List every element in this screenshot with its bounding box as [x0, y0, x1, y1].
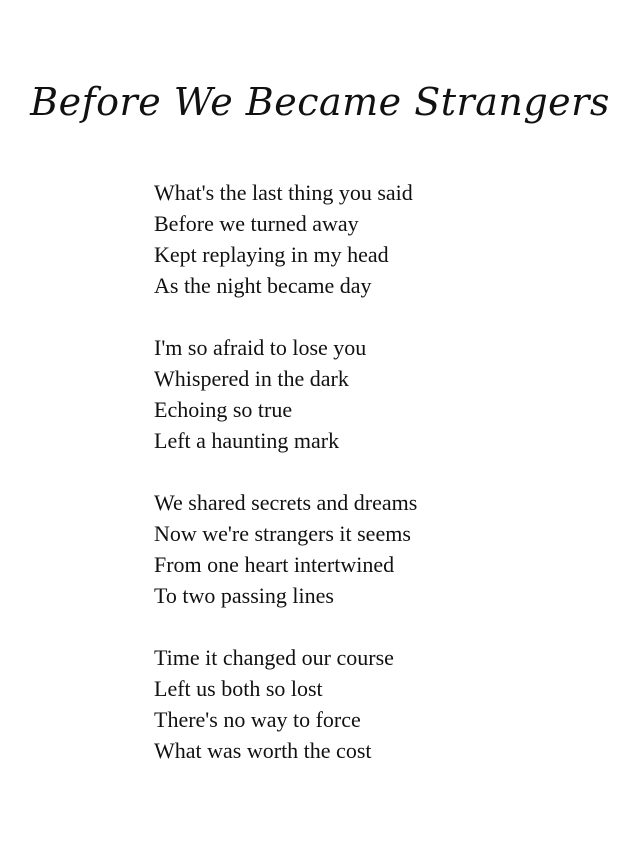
- poem-line: Left us both so lost: [154, 676, 323, 701]
- poem-line: What's the last thing you said: [154, 180, 413, 205]
- poem-line: Left a haunting mark: [154, 428, 340, 453]
- poem-line: What was worth the cost: [154, 738, 372, 763]
- stanza-1: [154, 177, 614, 301]
- poem-line: I'm so afraid to lose you: [154, 335, 367, 360]
- poem-line: Echoing so true: [154, 397, 293, 422]
- poem-title: Before We Became Strangers: [30, 80, 610, 124]
- poem-line: Time it changed our course: [154, 645, 394, 670]
- poem-line: To two passing lines: [154, 583, 334, 608]
- stanza-4: [154, 642, 614, 766]
- stanza-2: [154, 332, 614, 456]
- poem-body: [154, 177, 614, 797]
- stanza-3: [154, 487, 614, 611]
- poem-line: As the night became day: [154, 273, 372, 298]
- poem-line: Whispered in the dark: [154, 366, 349, 391]
- poem-line: Before we turned away: [154, 211, 359, 236]
- poem-line: There's no way to force: [154, 707, 361, 732]
- poem-line: We shared secrets and dreams: [154, 490, 418, 515]
- poem-line: Kept replaying in my head: [154, 242, 389, 267]
- poem-line: Now we're strangers it seems: [154, 521, 411, 546]
- poem-line: From one heart intertwined: [154, 552, 395, 577]
